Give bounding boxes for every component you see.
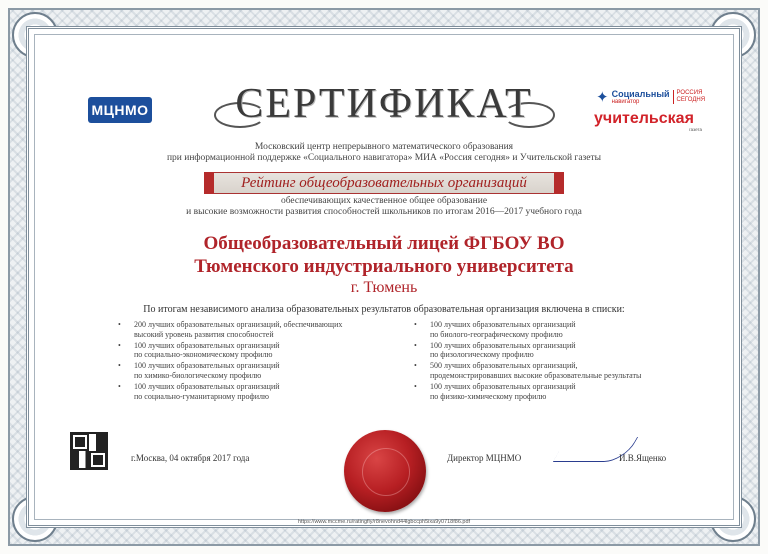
wax-seal-icon	[344, 430, 426, 512]
list-column-right	[414, 320, 694, 402]
list-item	[118, 361, 398, 381]
list-item	[414, 361, 694, 381]
bullet-icon: •	[118, 340, 121, 350]
organizer-line-2: при информационной поддержке «Социального навигатора» МИА «Россия сегодня» и Учительской газеты	[166, 153, 602, 163]
bullet-icon: •	[414, 361, 417, 371]
bullet-icon: •	[118, 320, 121, 329]
list-item-line: 500 лучших образовательных организаций,	[430, 361, 578, 371]
rating-title: Рейтинг общеобразовательных организаций	[241, 175, 527, 191]
list-item-line: по химико-биологическому профилю	[134, 370, 262, 380]
list-item	[118, 382, 398, 402]
lead-text: По итогам независимого анализа образовательных результатов образовательная организация включена в списки:	[143, 304, 625, 315]
list-item-line: 100 лучших образовательных организаций	[430, 320, 576, 329]
star-icon: ✦	[596, 88, 609, 106]
ria-partner-label: РОССИЯ СЕГОДНЯ	[676, 90, 706, 103]
certificate-title: СЕРТИФИКАТ	[235, 81, 533, 127]
criteria-line-1: обеспечивающих качественное общее образование	[280, 196, 488, 206]
school-name-line-2: Тюменского индустриального университета	[194, 256, 574, 277]
list-item	[414, 341, 694, 361]
list-item	[118, 320, 398, 340]
list-item	[414, 320, 694, 340]
document-url: https://www.mccme.ru/ratingfiy/r8nevohnd44lgbccph5ixa9y0718f86.pdf	[297, 519, 471, 525]
criteria-line-2: и высокие возможности развития способностей школьников по итогам 2016—2017 учебного года	[186, 207, 582, 217]
organizer-line-1: Московский центр непрерывного математического образования	[254, 142, 514, 152]
list-item-line: высокий уровень развития способностей	[134, 329, 274, 339]
uchitelskaya-gazeta-name: учительская	[594, 110, 694, 127]
mccme-logo: МЦНМО	[88, 97, 152, 123]
list-item-line: 100 лучших образовательных организаций	[134, 340, 280, 350]
list-item-line: 100 лучших образовательных организаций	[430, 381, 576, 391]
school-name-line-1: Общеобразовательный лицей ФГБОУ ВО	[203, 233, 565, 254]
bullet-icon: •	[414, 320, 417, 329]
list-item	[118, 341, 398, 361]
list-item-line: 100 лучших образовательных организаций	[430, 340, 576, 350]
rating-banner	[214, 172, 554, 194]
school-city: г. Тюмень	[350, 279, 418, 296]
place-date: г.Москва, 04 октября 2017 года	[131, 453, 250, 463]
qr-code-icon	[70, 432, 108, 470]
list-item-line: по физико-химическому профилю	[430, 391, 547, 401]
director-title: Директор МЦНМО	[447, 453, 522, 463]
ribbon-right-icon	[554, 172, 564, 194]
list-item-line: продемонстрировавших высокие образовательные результаты	[430, 370, 642, 380]
list-item-line: по физологическому профилю	[430, 350, 534, 360]
director-name: И.В.Ященко	[619, 453, 667, 463]
list-column-left	[118, 320, 398, 402]
social-navigator-name: Социальный	[611, 88, 670, 99]
social-navigator-small: навигатор	[611, 98, 640, 105]
bullet-icon: •	[414, 381, 417, 391]
bullet-icon: •	[118, 381, 121, 391]
list-item-line: по социально-гуманитарному профилю	[134, 391, 269, 401]
bullet-icon: •	[118, 361, 121, 371]
list-item	[414, 382, 694, 402]
bullet-icon: •	[414, 340, 417, 350]
list-item-line: по социально-экономическому профилю	[134, 350, 273, 360]
list-item-line: 200 лучших образовательных организаций, обеспечивающих	[134, 320, 343, 329]
list-item-line: по биолого-географическому профилю	[430, 329, 563, 339]
list-item-line: 100 лучших образовательных организаций	[134, 381, 280, 391]
list-item-line: 100 лучших образовательных организаций	[134, 361, 280, 371]
uchitelskaya-gazeta-sub: газета	[689, 127, 702, 132]
ribbon-left-icon	[204, 172, 214, 194]
